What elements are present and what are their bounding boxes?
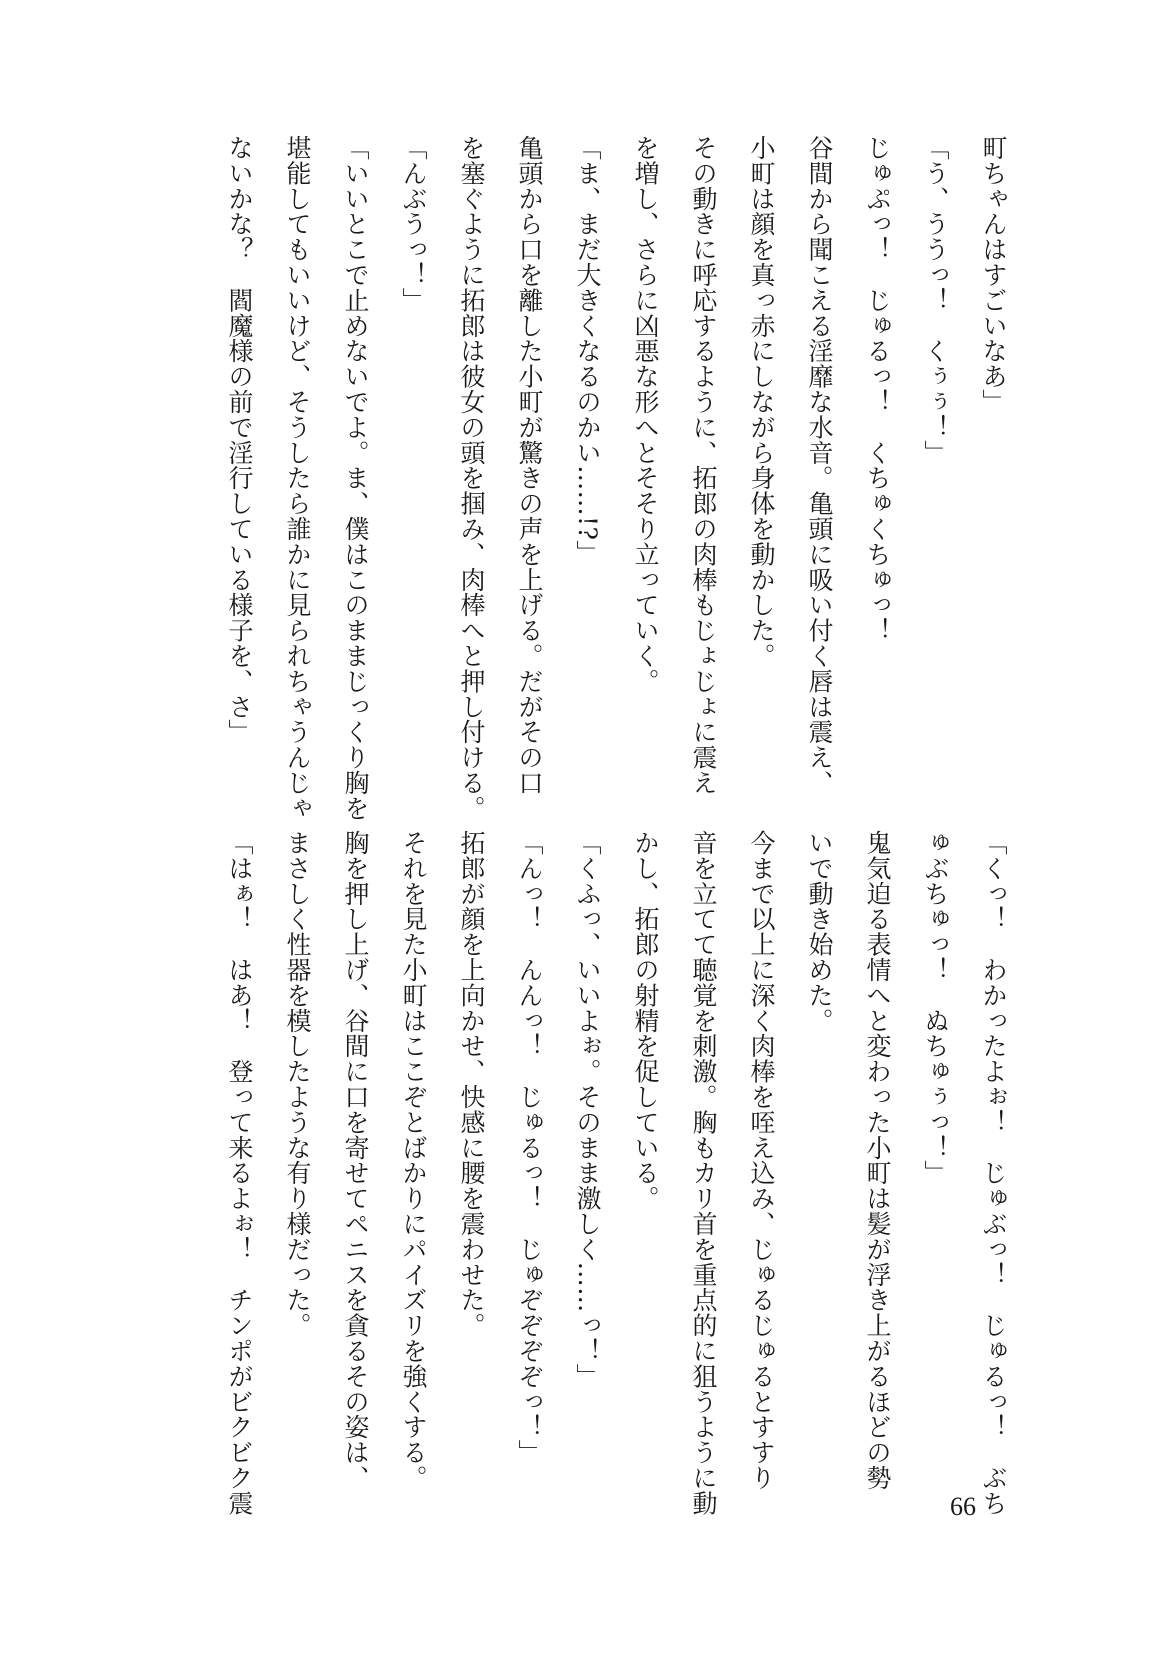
text-line: を増し、さらに凶悪な形へとそそり立っていく。 (631, 135, 660, 694)
text-line: 「ま、まだ大きくなるのかい……!?」 (573, 135, 602, 566)
text-line: 「いいとこで止めないでよ。ま、僕はこのままじっくり胸を (341, 135, 370, 821)
text-line: 「んぶうっ！」 (399, 135, 428, 313)
text-line: 今まで以上に深く肉棒を咥え込み、じゅるじゅるとすすり (747, 830, 776, 1491)
text-line: じゅぷっ！ じゅるっ！ くちゅくちゅっ！ (863, 135, 892, 643)
text-line: 胸を押し上げ、谷間に口を寄せてペニスを貪るその姿は、 (341, 830, 370, 1491)
text-line: 音を立てて聴覚を刺激。胸もカリ首を重点的に狙うように動 (689, 830, 718, 1516)
text-line: 「う、ううっ！ くぅぅ！」 (921, 135, 950, 466)
text-line: 「くっ！ わかったよぉ！ じゅぶっ！ じゅるっ！ ぶち (979, 830, 1008, 1516)
text-block-top (210, 135, 1022, 821)
text-line: を塞ぐように拓郎は彼女の頭を掴み、肉棒へと押し付ける。 (457, 135, 486, 821)
text-line: 堪能してもいいけど、そうしたら誰かに見られちゃうんじゃ (283, 135, 312, 821)
text-line: ないかな？ 閻魔様の前で淫行している様子を、さ」 (225, 135, 254, 745)
text-line: 小町は顔を真っ赤にしながら身体を動かした。 (747, 135, 776, 669)
text-line: その動きに呼応するように、拓郎の肉棒もじょじょに震え (689, 135, 718, 796)
text-line: かし、拓郎の射精を促している。 (631, 830, 660, 1211)
text-line: 「くふっ、いいよぉ。そのまま激しく……っ！」 (573, 830, 602, 1389)
text-line: 拓郎が顔を上向かせ、快感に腰を震わせた。 (457, 830, 486, 1338)
text-line: ゅぶちゅっ！ ぬちゅぅっ！」 (921, 830, 950, 1186)
text-line: それを見た小町はここぞとばかりにパイズリを強くする。 (399, 830, 428, 1491)
text-line: まさしく性器を模したような有り様だった。 (283, 830, 312, 1338)
text-line: 町ちゃんはすごいなあ」 (979, 135, 1008, 415)
text-line: 亀頭から口を離した小町が驚きの声を上げる。だがその口 (515, 135, 544, 796)
text-line: いで動き始めた。 (805, 830, 834, 1034)
text-line: 「んっ！ んんっ！ じゅるっ！ じゅぞぞぞぞっ！」 (515, 830, 544, 1465)
page-number: 66 (950, 1492, 976, 1521)
text-line: 「はぁ！ はあ！ 登って来るよぉ！ チンポがビクビク震 (225, 830, 254, 1516)
text-line: 谷間から聞こえる淫靡な水音。亀頭に吸い付く唇は震え、 (805, 135, 834, 796)
text-line: 鬼気迫る表情へと変わった小町は髪が浮き上がるほどの勢 (863, 830, 892, 1491)
